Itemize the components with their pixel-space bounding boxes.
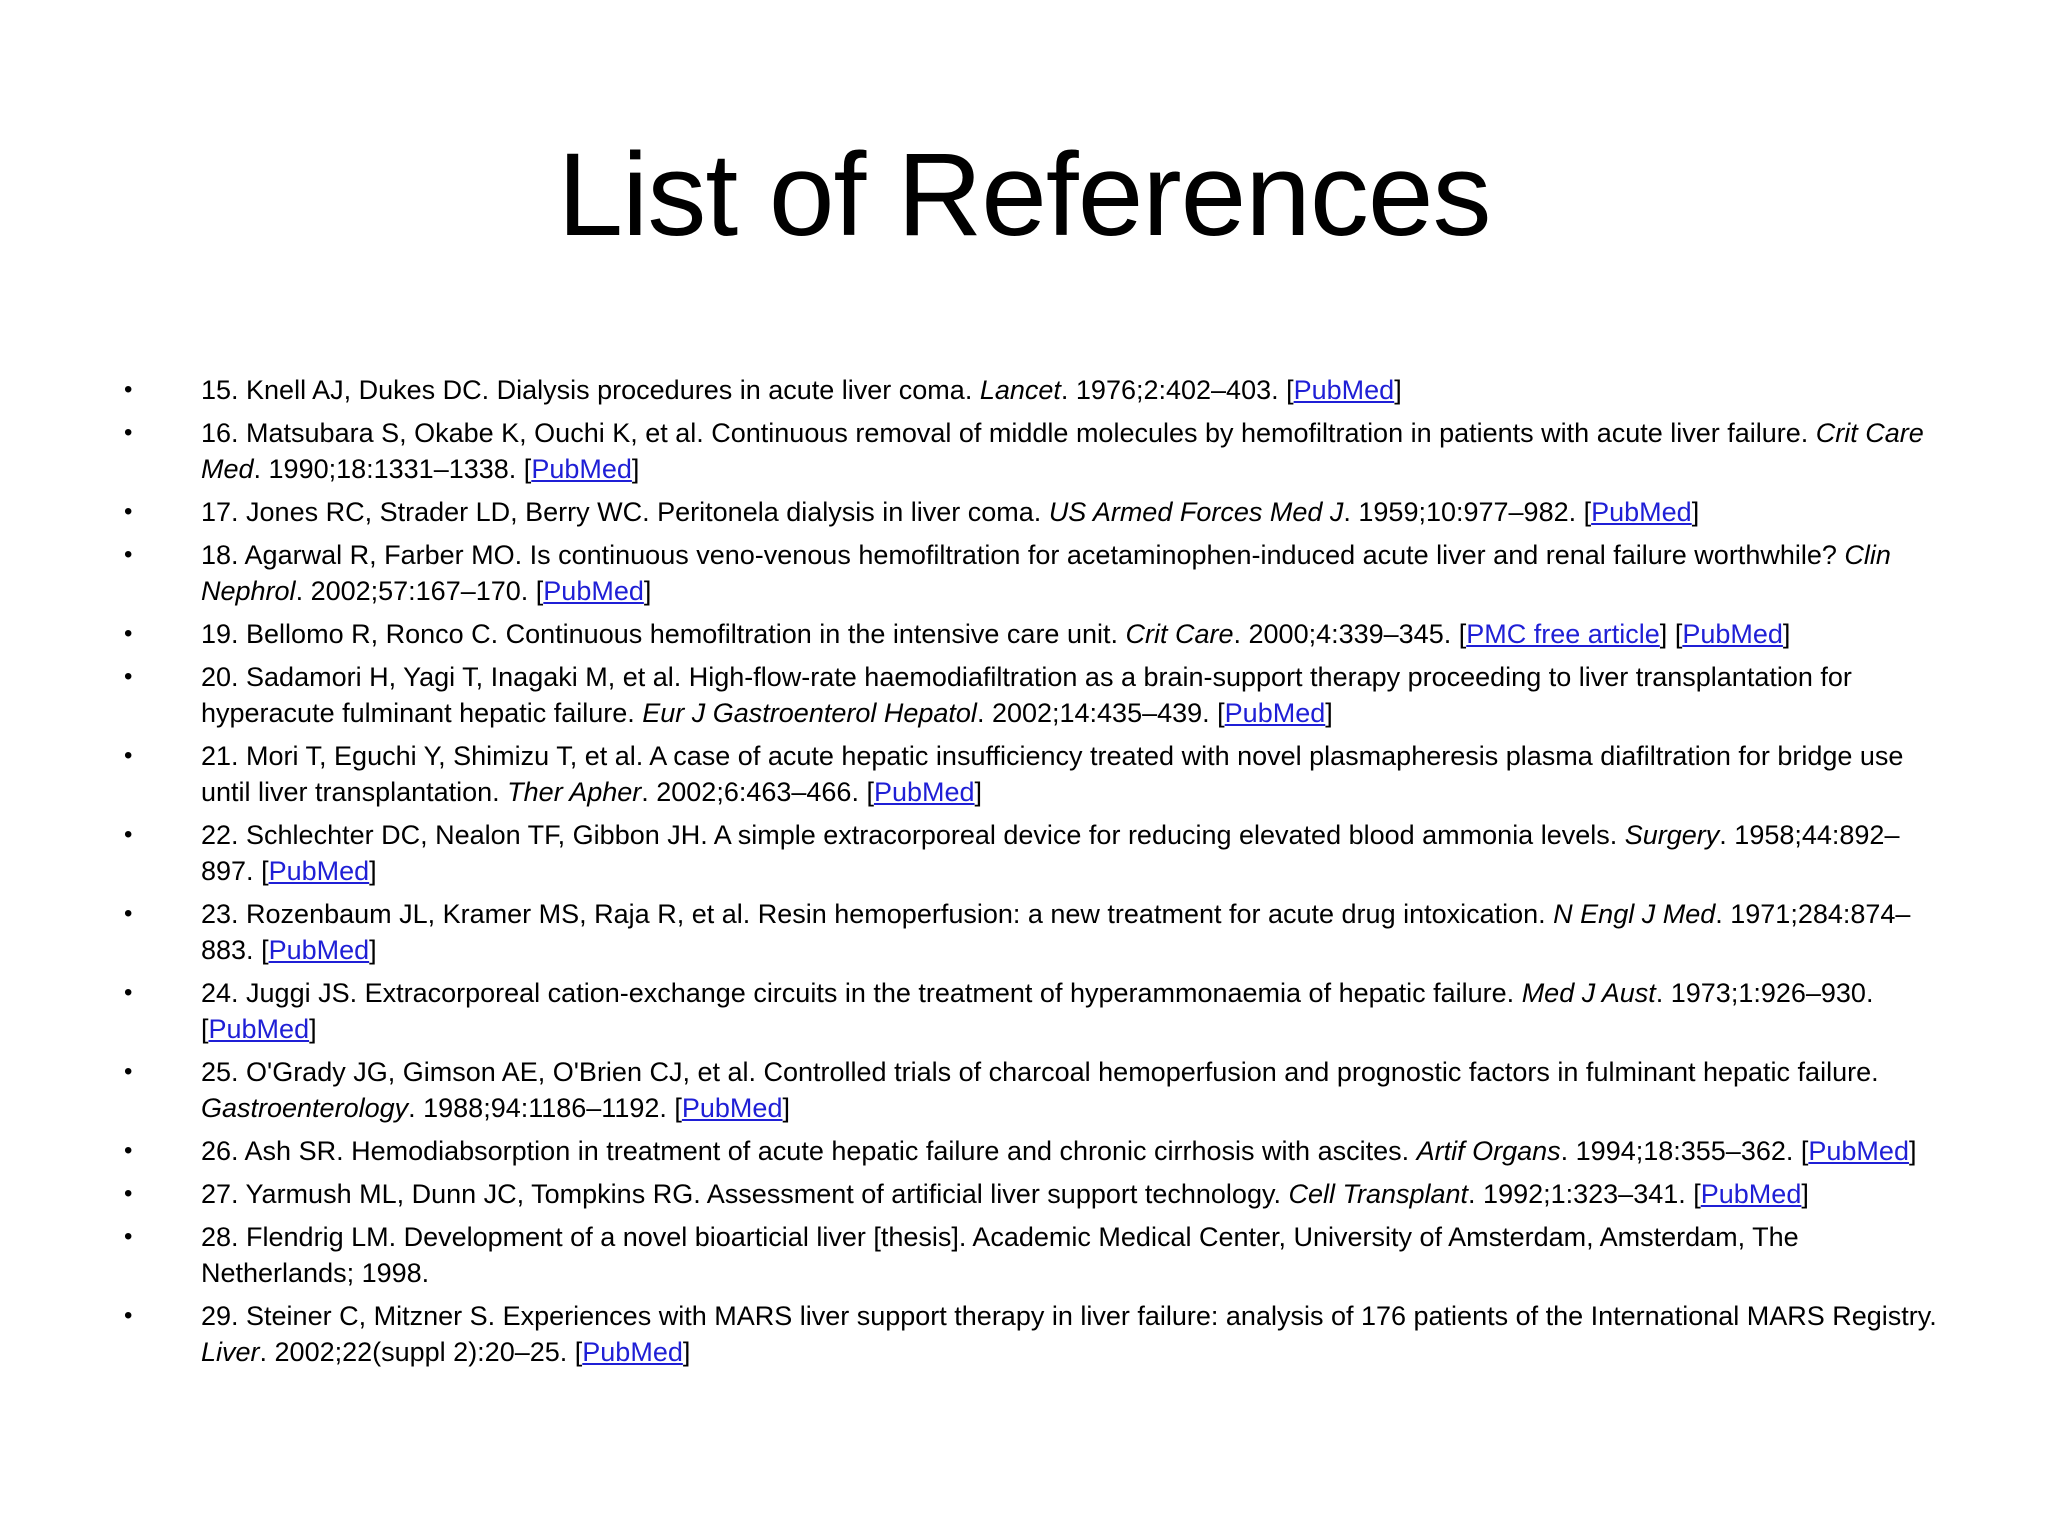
reference-item: • 18. Agarwal R, Farber MO. Is continuous veno-venous hemofiltration for acetaminophen-induced acute liver and renal failure worthwhile? Clin Nephrol. 2002;57:167–170. [PubMed] (116, 537, 1946, 609)
reference-details: . 1973;1:926–930. (1655, 978, 1874, 1008)
reference-journal: N Engl J Med (1553, 899, 1716, 929)
reference-citation: 19. Bellomo R, Ronco C. Continuous hemofiltration in the intensive care unit. (201, 619, 1126, 649)
reference-journal: Crit Care (1125, 619, 1234, 649)
reference-journal: Artif Organs (1416, 1136, 1561, 1166)
reference-journal: Cell Transplant (1288, 1179, 1469, 1209)
pubmed-link[interactable]: PubMed (531, 454, 632, 484)
bullet-icon: • (124, 1302, 133, 1329)
reference-details: . 1976;2:402–403. (1060, 375, 1287, 405)
reference-item: • 24. Juggi JS. Extracorporeal cation-exchange circuits in the treatment of hyperammonaemia of hepatic failure. Med J Aust. 1973;1:926–930. [PubMed] (116, 975, 1946, 1047)
reference-journal: Liver (201, 1337, 260, 1367)
reference-details: . 2002;57:167–170. (295, 576, 536, 606)
reference-citation: 26. Ash SR. Hemodiabsorption in treatment of acute hepatic failure and chronic cirrhosis with ascites. (201, 1136, 1417, 1166)
pubmed-link[interactable]: PubMed (208, 1014, 310, 1044)
reference-details: . 2000;4:339–345. (1233, 619, 1459, 649)
reference-item: • 20. Sadamori H, Yagi T, Inagaki M, et al. High-flow-rate haemodiafiltration as a brain-support therapy proceeding to liver transplantation for hyperacute fulminant hepatic failure. Eur J Gastroenterol Hepatol. 2002;14:435–439. [PubMed] (116, 659, 1946, 731)
pubmed-link[interactable]: PubMed (1682, 619, 1783, 649)
pmc-free-article-link[interactable]: PMC free article (1466, 619, 1660, 649)
pubmed-link[interactable]: PubMed (1700, 1179, 1802, 1209)
pubmed-link[interactable]: PubMed (1808, 1136, 1909, 1166)
bullet-icon: • (124, 900, 133, 927)
reference-journal: Gastroenterology (201, 1093, 409, 1123)
reference-details: . 1971;284:874–883. (201, 899, 1911, 965)
bullet-icon: • (124, 1180, 133, 1207)
pubmed-link[interactable]: PubMed (268, 856, 370, 886)
reference-citation: 28. Flendrig LM. Development of a novel bioarticial liver [thesis]. Academic Medical Center, University of Amsterdam, Amsterdam, The Netherlands; 1998. (201, 1222, 1799, 1288)
reference-item: • 19. Bellomo R, Ronco C. Continuous hemofiltration in the intensive care unit. Crit Care. 2000;4:339–345. [PMC free article] [PubMed] (116, 616, 1946, 652)
reference-item (116, 1219, 1946, 1291)
reference-details: . 1959;10:977–982. (1343, 497, 1584, 527)
reference-journal: Crit Care Med (201, 418, 1924, 484)
bullet-icon: • (124, 742, 133, 769)
reference-details: . 1958;44:892–897. (201, 820, 1900, 886)
page-title: List of References (557, 129, 1491, 261)
reference-citation: 25. O'Grady JG, Gimson AE, O'Brien CJ, et al. Controlled trials of charcoal hemoperfusion and prognostic factors in fulminant hepatic failure. (201, 1057, 1879, 1087)
reference-journal: Surgery (1624, 820, 1720, 850)
reference-citation: 17. Jones RC, Strader LD, Berry WC. Peritonela dialysis in liver coma. (201, 497, 1049, 527)
reference-citation: 15. Knell AJ, Dukes DC. Dialysis procedures in acute liver coma. (201, 375, 980, 405)
reference-item: • 23. Rozenbaum JL, Kramer MS, Raja R, et al. Resin hemoperfusion: a new treatment for acute drug intoxication. N Engl J Med. 1971;284:874–883. [PubMed] (116, 896, 1946, 968)
bullet-icon: • (124, 979, 133, 1006)
reference-item: • 26. Ash SR. Hemodiabsorption in treatment of acute hepatic failure and chronic cirrhosis with ascites. Artif Organs. 1994;18:355–362. [PubMed] (116, 1133, 1946, 1169)
reference-details: . 1988;94:1186–1192. (408, 1093, 675, 1123)
reference-journal: Clin Nephrol (201, 540, 1891, 606)
reference-item: • 22. Schlechter DC, Nealon TF, Gibbon JH. A simple extracorporeal device for reducing elevated blood ammonia levels. Surgery. 1958;44:892–897. [PubMed] (116, 817, 1946, 889)
pubmed-link[interactable]: PubMed (1224, 698, 1326, 728)
bullet-icon: • (124, 498, 133, 525)
pubmed-link[interactable]: PubMed (681, 1093, 783, 1123)
reference-details: . 1990;18:1331–1338. (253, 454, 524, 484)
reference-citation: 21. Mori T, Eguchi Y, Shimizu T, et al. A case of acute hepatic insufficiency treated with novel plasmapheresis plasma diafiltration for bridge use until liver transplantation. (201, 741, 1904, 807)
bullet-icon: • (124, 1223, 133, 1250)
reference-citation: 20. Sadamori H, Yagi T, Inagaki M, et al. High-flow-rate haemodiafiltration as a brain-support therapy proceeding to liver transplantation for hyperacute fulminant hepatic failure. (201, 662, 1852, 728)
bullet-icon: • (124, 541, 133, 568)
pubmed-link[interactable]: PubMed (1293, 375, 1395, 405)
reference-item: • 27. Yarmush ML, Dunn JC, Tompkins RG. Assessment of artificial liver support technology. Cell Transplant. 1992;1:323–341. [PubMed] (116, 1176, 1946, 1212)
reference-item: • 16. Matsubara S, Okabe K, Ouchi K, et al. Continuous removal of middle molecules by hemofiltration in patients with acute liver failure. Crit Care Med. 1990;18:1331–1338. [PubMed] (116, 415, 1946, 487)
reference-details: . 1992;1:323–341. (1468, 1179, 1694, 1209)
pubmed-link[interactable]: PubMed (582, 1337, 683, 1367)
bullet-icon: • (124, 821, 133, 848)
pubmed-link[interactable]: PubMed (1591, 497, 1692, 527)
reference-details: . 1994;18:355–362. (1560, 1136, 1801, 1166)
pubmed-link[interactable]: PubMed (543, 576, 644, 606)
reference-journal: Med J Aust (1521, 978, 1656, 1008)
reference-details: . 2002;6:463–466. (641, 777, 867, 807)
reference-journal: Ther Apher (507, 777, 642, 807)
bullet-icon: • (124, 419, 133, 446)
reference-citation: 18. Agarwal R, Farber MO. Is continuous veno-venous hemofiltration for acetaminophen-induced acute liver and renal failure worthwhile? (201, 540, 1845, 570)
reference-journal: US Armed Forces Med J (1048, 497, 1344, 527)
reference-list (116, 372, 1946, 1377)
bullet-icon: • (124, 1137, 133, 1164)
reference-details: . 2002;14:435–439. (976, 698, 1218, 728)
reference-item: • 17. Jones RC, Strader LD, Berry WC. Peritonela dialysis in liver coma. US Armed Forces Med J. 1959;10:977–982. [PubMed] (116, 494, 1946, 530)
bullet-icon: • (124, 620, 133, 647)
reference-citation: 29. Steiner C, Mitzner S. Experiences with MARS liver support therapy in liver failure: analysis of 176 patients of the International MARS Registry. (201, 1301, 1937, 1331)
reference-item: • 15. Knell AJ, Dukes DC. Dialysis procedures in acute liver coma. Lancet. 1976;2:402–403. [PubMed] (116, 372, 1946, 408)
reference-details: . 2002;22(suppl 2):20–25. (259, 1337, 575, 1367)
pubmed-link[interactable]: PubMed (873, 777, 975, 807)
bullet-icon: • (124, 1058, 133, 1085)
reference-item: • 25. O'Grady JG, Gimson AE, O'Brien CJ, et al. Controlled trials of charcoal hemoperfusion and prognostic factors in fulminant hepatic failure. Gastroenterology. 1988;94:1186–1192. [PubMed] (116, 1054, 1946, 1126)
reference-item: • 21. Mori T, Eguchi Y, Shimizu T, et al. A case of acute hepatic insufficiency treated with novel plasmapheresis plasma diafiltration for bridge use until liver transplantation. Ther Apher. 2002;6:463–466. [PubMed] (116, 738, 1946, 810)
bullet-icon: • (124, 376, 133, 403)
pubmed-link[interactable]: PubMed (268, 935, 370, 965)
reference-journal: Lancet (979, 375, 1061, 405)
reference-citation: 27. Yarmush ML, Dunn JC, Tompkins RG. Assessment of artificial liver support technology. (201, 1179, 1289, 1209)
reference-citation: 24. Juggi JS. Extracorporeal cation-exchange circuits in the treatment of hyperammonaemia of hepatic failure. (201, 978, 1522, 1008)
reference-citation: 23. Rozenbaum JL, Kramer MS, Raja R, et al. Resin hemoperfusion: a new treatment for acute drug intoxication. (201, 899, 1554, 929)
reference-citation: 22. Schlechter DC, Nealon TF, Gibbon JH. A simple extracorporeal device for reducing elevated blood ammonia levels. (201, 820, 1625, 850)
reference-item: • 29. Steiner C, Mitzner S. Experiences with MARS liver support therapy in liver failure: analysis of 176 patients of the International MARS Registry. Liver. 2002;22(suppl 2):20–25. [PubMed] (116, 1298, 1946, 1370)
reference-citation: 16. Matsubara S, Okabe K, Ouchi K, et al. Continuous removal of middle molecules by hemofiltration in patients with acute liver failure. (201, 418, 1816, 448)
reference-journal: Eur J Gastroenterol Hepatol (642, 698, 977, 728)
bullet-icon: • (124, 663, 133, 690)
